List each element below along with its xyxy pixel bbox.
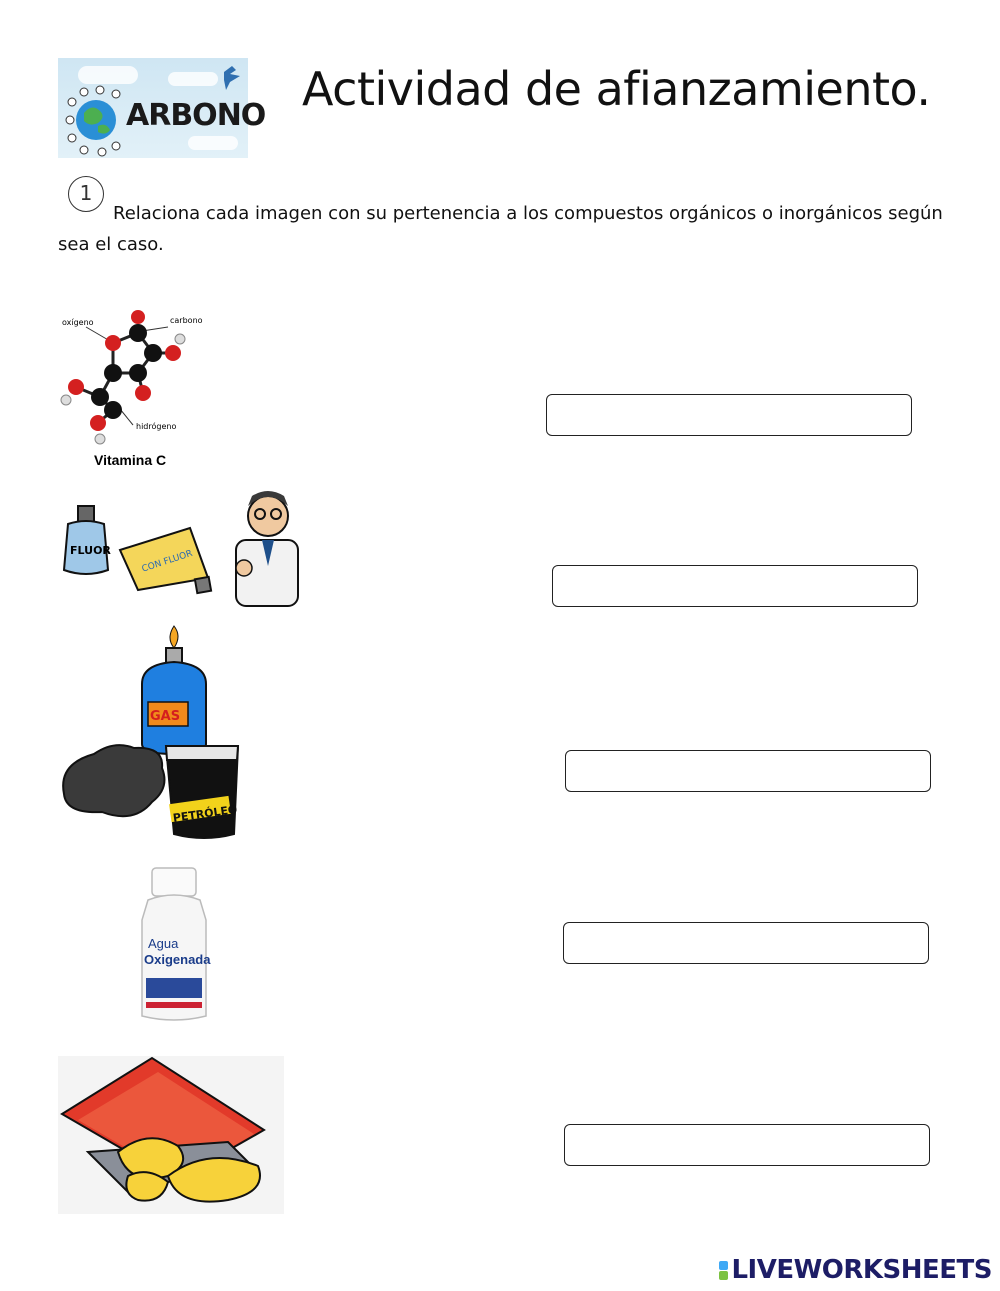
carbon-label: carbono [170,316,203,325]
answer-field-3[interactable] [565,750,931,792]
instruction-label: Relaciona cada imagen con su pertenencia a los compuestos orgánicos o inorgánicos según sea el caso. [58,203,943,255]
exercise-number: 1 [68,176,104,212]
vitamin-c-caption: Vitamina C [94,452,167,468]
bird-icon [224,66,240,90]
answer-field-1[interactable] [546,394,912,436]
toothpaste-label: CON FLUOR [140,548,194,575]
logo-text: ARBONO [126,98,266,133]
page-title: Actividad de afianzamiento. [302,62,931,116]
liveworksheets-brand[interactable] [719,1255,992,1285]
hydrogen-peroxide-image [134,866,214,1026]
brand-text: LIVEWORKSHEETS [731,1255,992,1285]
toothpaste-icon [120,528,211,593]
instruction-text [58,198,958,260]
answer-field-5[interactable] [564,1124,930,1166]
gas-cylinder-icon [142,626,206,754]
coal-icon [63,745,164,816]
fluoride-bottle-icon [64,506,111,574]
oxigenada-label: Oxigenada [144,952,211,967]
potato-chips-image [58,1056,284,1214]
liveworksheets-icon [719,1261,728,1280]
gas-coal-petroleum-image [58,624,248,844]
fluor-bottle-label: FLUOR [70,544,111,557]
answer-field-2[interactable] [552,565,918,607]
answer-field-4[interactable] [563,922,929,964]
vitamin-c-molecule-image [58,305,208,475]
oxygen-label: oxígeno [62,318,94,327]
petroleum-label: PETRÓLEO [172,802,239,825]
gas-label: GAS [150,709,181,724]
fluoride-toothpaste-dentist-image [58,488,308,608]
petroleum-beaker-icon [166,746,238,838]
hydrogen-label: hidrógeno [136,422,177,431]
carbono-logo [58,58,266,158]
dentist-icon [236,491,298,606]
agua-label: Agua [148,936,179,951]
